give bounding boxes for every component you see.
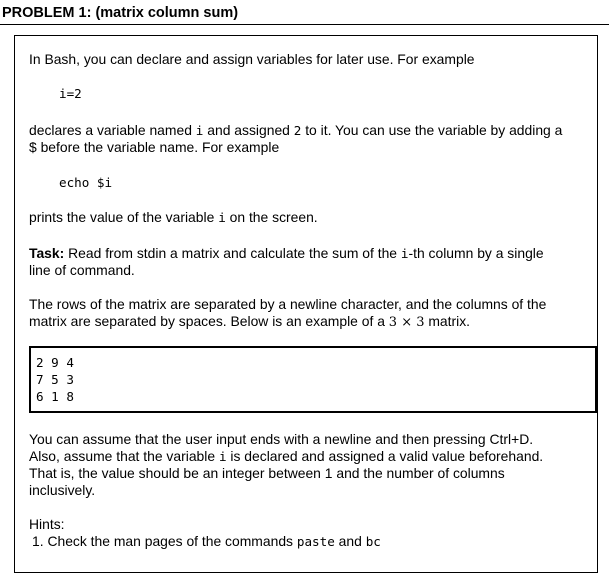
assumption-line-1: You can assume that the user input ends with a newline and then pressing Ctrl+D. — [29, 431, 534, 447]
heading-divider — [0, 24, 609, 25]
hints-label: Hints: — [29, 516, 65, 532]
inline-code-i: i — [218, 449, 227, 464]
matrix-example-box — [29, 346, 597, 413]
assumption-line-2: Also, assume that the variable i is declared and assigned a valid value beforehand. — [29, 448, 544, 464]
hint-item-1: 1. Check the man pages of the commands paste and bc — [32, 533, 381, 549]
task-label: Task: — [29, 245, 65, 261]
inline-code-2: 2 — [293, 123, 302, 138]
inline-code-i: i — [400, 246, 409, 261]
rows-desc-line-2: matrix are separated by spaces. Below is an example of a 3 × 3 matrix. — [29, 313, 471, 330]
inline-code-i: i — [195, 123, 204, 138]
task-line-1: Task: Read from stdin a matrix and calculate the sum of the i-th column by a single — [29, 245, 544, 261]
matrix-row: 2 9 4 — [36, 355, 74, 370]
intro-line-1: In Bash, you can declare and assign variables for later use. For example — [29, 51, 475, 67]
inline-code-i: i — [218, 210, 226, 225]
intro-line-2b: $ before the variable name. For example — [29, 139, 280, 155]
code-example-echo: echo $i — [59, 175, 113, 190]
matrix-row: 7 5 3 — [36, 372, 74, 387]
inline-code-paste: paste — [296, 534, 335, 549]
assumption-line-3: That is, the value should be an integer between 1 and the number of columns — [29, 465, 505, 481]
matrix-size-math: 3 × 3 — [388, 315, 425, 330]
intro-line-3: prints the value of the variable i on the screen. — [29, 209, 318, 225]
assumption-line-4: inclusively. — [29, 482, 96, 498]
matrix-row: 6 1 8 — [36, 389, 74, 404]
task-line-2: line of command. — [29, 262, 135, 278]
inline-code-bc: bc — [365, 534, 381, 549]
rows-desc-line-1: The rows of the matrix are separated by a newline character, and the columns of the — [29, 296, 547, 312]
code-example-assign: i=2 — [59, 86, 82, 101]
problem-heading: PROBLEM 1: (matrix column sum) — [2, 5, 239, 21]
intro-line-2a: declares a variable named i and assigned 2 to it. You can use the variable by adding a — [29, 122, 563, 138]
